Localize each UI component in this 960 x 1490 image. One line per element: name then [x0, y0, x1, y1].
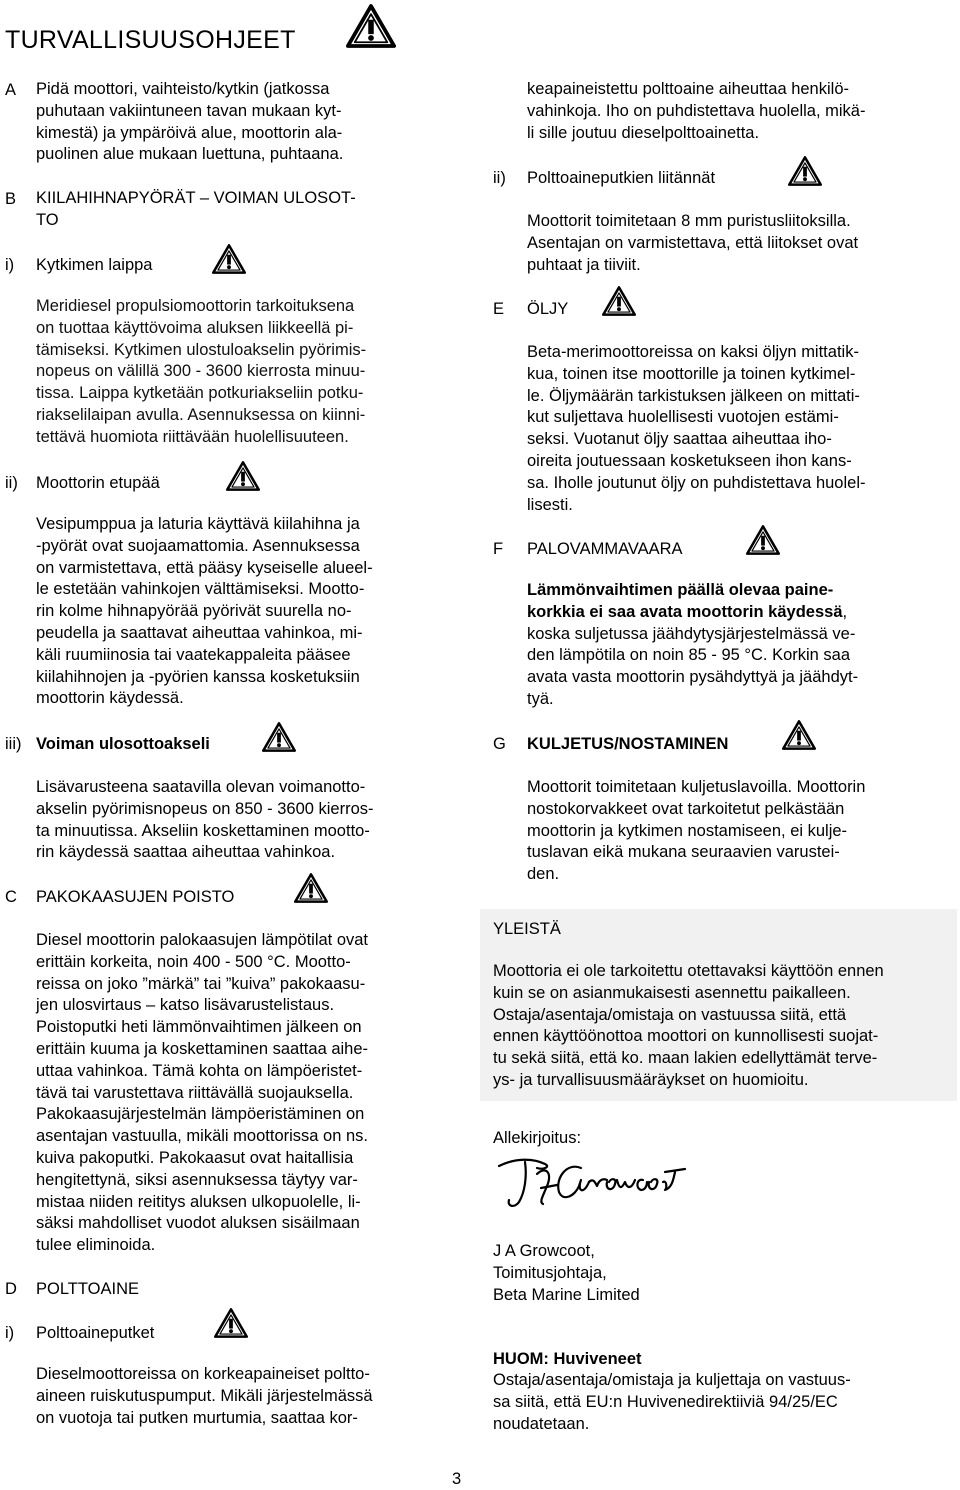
subsection-body: Dieselmoottoreissa on korkeapaineiset poltto- aineen ruiskutuspumput. Mikäli järjestelmässä on vuotoja tai putken murtumia, saattaa kor- — [36, 1365, 373, 1427]
section-g-heading: KULJETUS/NOSTAMINEN — [527, 735, 729, 753]
section-c-body: Diesel moottorin palokaasujen lämpötilat ovat erittäin korkeita, noin 400 - 500 °C. Mootto- reissa on joko ”märkä” tai ”kuiva” pakokaasu- jen ulosvirtaus – katso lisävarustelistaus. Poistoputki heti lämmönvaihtimen jälkeen on erittäin kuuma ja koskettaminen saattaa aihe- uttaa vahinkoa. Tämä kohta on lämpöeristet- tävä tai varustettava riittävällä suojauksella. Pakokaasujärjestelmän lämpöeristäminen on asentajan vastuulla, mikäli moottorissa on ns. kuiva pakoputki. Pakokaasut ovat haitallisia hengitettynä, siksi asennuksessa täytyy var- mistaa niiden reititys aluksen ulkopuolelle, li- säksi mahdolliset vuodot aluksen sisäilmaan tulee eliminoida. — [36, 931, 369, 1255]
section-f-body — [527, 580, 947, 711]
section-e-heading: ÖLJY — [527, 300, 569, 318]
note-heading: HUOM: Huviveneet — [493, 1350, 642, 1368]
section-f-text: , koska suljetussa jäähdytysjärjestelmässä ve- den lämpötila on noin 85 - 95 °C. Korkin saa avata vasta moottorin pysähdyttyä ja jäähdyt- tyä. — [527, 602, 859, 708]
section-g-body: Moottorit toimitetaan kuljetuslavoilla. Moottorin nostokorvakkeet ovat tarkoitetut pelkästään moottorin ja kytkimen nostamiseen, ei kulje- tuslavan eikä mukana seuraavien varustei- den. — [527, 778, 866, 884]
warning-triangle-icon — [262, 721, 296, 753]
subsection-heading: Kytkimen laippa — [36, 256, 153, 274]
section-d-continued: keapaineistettu polttoaine aiheuttaa henkilö- vahinkoja. Iho on puhdistettava huolella, mikä- li sille joutuu dieselpolttoainetta. — [527, 80, 866, 142]
warning-triangle-icon — [212, 243, 246, 275]
subsection-heading: Moottorin etupää — [36, 474, 160, 492]
subsection-num: i) — [5, 1324, 15, 1342]
signer-name: J A Growcoot, — [493, 1242, 595, 1260]
section-b-heading: KIILAHIHNAPYÖRÄT – VOIMAN ULOSOT- TO — [36, 189, 356, 229]
subsection-heading: Polttoaineputkien liitännät — [527, 169, 716, 187]
warning-triangle-icon — [226, 460, 260, 492]
note-body: Ostaja/asentaja/omistaja ja kuljettaja on vastuus- sa siitä, että EU:n Huvivenedirektiiviä 94/25/EC noudatetaan. — [493, 1371, 851, 1433]
warning-triangle-icon — [294, 872, 328, 904]
section-e-body: Beta-merimoottoreissa on kaksi öljyn mittatik- kua, toinen itse moottorille ja toinen kytkimel- le. Öljymäärän tarkistuksen jälkeen on mittati- kut suljettava huolellisesti vuotojen estämi- seksi. Vuotanut öljy saattaa aiheuttaa iho- oireita joutuessaan kosketukseen ihon kans- sa. Iholle joutunut öljy on puhdistettava huolel- lisesti. — [527, 343, 866, 514]
handwritten-signature — [497, 1152, 687, 1219]
signer-company: Beta Marine Limited — [493, 1286, 640, 1304]
section-d-heading: POLTTOAINE — [36, 1280, 139, 1298]
section-a-text: Pidä moottori, vaihteisto/kytkin (jatkossa puhutaan vakiintuneen tavan mukaan kyt- kimestä) ja ympäröivä alue, moottorin ala- puolinen alue mukaan luettuna, puhtaana. — [36, 80, 344, 164]
warning-triangle-icon — [788, 155, 822, 187]
page-title: TURVALLISUUSOHJEET — [5, 26, 296, 54]
section-f-bold-text: Lämmönvaihtimen päällä olevaa paine- korkkia ei saa avata moottorin käydessä — [527, 581, 843, 621]
warning-triangle-icon — [782, 719, 816, 751]
section-letter-b: B — [5, 190, 17, 208]
section-letter-f: F — [493, 540, 504, 558]
page-number: 3 — [452, 1470, 462, 1488]
subsection-num: i) — [5, 256, 15, 274]
subsection-body: Moottorit toimitetaan 8 mm puristusliitoksilla. Asentajan on varmistettava, että liitokset ovat puhtaat ja tiiviit. — [527, 212, 859, 274]
general-heading: YLEISTÄ — [493, 920, 561, 938]
subsection-num: iii) — [5, 735, 22, 753]
subsection-num: ii) — [5, 474, 18, 492]
section-letter-c: C — [5, 888, 17, 906]
warning-triangle-icon — [346, 2, 396, 50]
signer-role: Toimitusjohtaja, — [493, 1264, 607, 1282]
subsection-heading: Polttoaineputket — [36, 1324, 155, 1342]
subsection-body: Vesipumppua ja laturia käyttävä kiilahihna ja -pyörät ovat suojaamattomia. Asennuksessa on varmistettava, että pääsy kyseiselle alueel- le estetään vahinkojen välttämiseksi. Mootto- rin kolme hihnapyörää pyörivät suurella no- peudella ja saattavat aiheuttaa vahinkoa, mi- käli ruumiinosia tai vaatekappaleita pääsee kiilahihnojen ja -pyörien kanssa kosketuksiin moottorin käydessä. — [36, 515, 373, 708]
signature-label: Allekirjoitus: — [493, 1129, 582, 1147]
section-c-heading: PAKOKAASUJEN POISTO — [36, 888, 235, 906]
section-letter-g: G — [493, 735, 506, 753]
warning-triangle-icon — [746, 524, 780, 556]
subsection-body: Meridiesel propulsiomoottorin tarkoituksena on tuottaa käyttövoima aluksen liikkeellä pi- tämiseksi. Kytkimen ulostuloakselin pyörimis- nopeus on välillä 300 - 3600 kierrosta minuu- tissa. Laippa kytketään potkuriakseliin potku- riakselilaipan avulla. Asennuksessa on kiinni- tettävä huomiota riittävään huolellisuuteen. — [36, 297, 367, 446]
warning-triangle-icon — [214, 1307, 248, 1339]
subsection-heading: Voiman ulosottoakseli — [36, 735, 210, 753]
subsection-body: Lisävarusteena saatavilla olevan voimanotto- akselin pyörimisnopeus on 850 - 3600 kierros- ta minuutissa. Akseliin koskettaminen mootto- rin käydessä saattaa aiheuttaa vahinkoa. — [36, 778, 374, 862]
section-letter-e: E — [493, 300, 505, 318]
section-letter-a: A — [5, 81, 17, 99]
section-f-heading: PALOVAMMAVAARA — [527, 540, 683, 558]
general-body: Moottoria ei ole tarkoitettu otettavaksi käyttöön ennen kuin se on asianmukaisesti asennettu paikalleen. Ostaja/asentaja/omistaja on vastuussa siitä, että ennen käyttöönottoa moottori on kunnollisesti suojat- tu sekä siitä, että ko. maan lakien edellyttämät terve- ys- ja turvallisuusmääräykset on huomioitu. — [493, 962, 884, 1089]
section-letter-d: D — [5, 1280, 17, 1298]
warning-triangle-icon — [602, 285, 636, 317]
subsection-num: ii) — [493, 169, 506, 187]
